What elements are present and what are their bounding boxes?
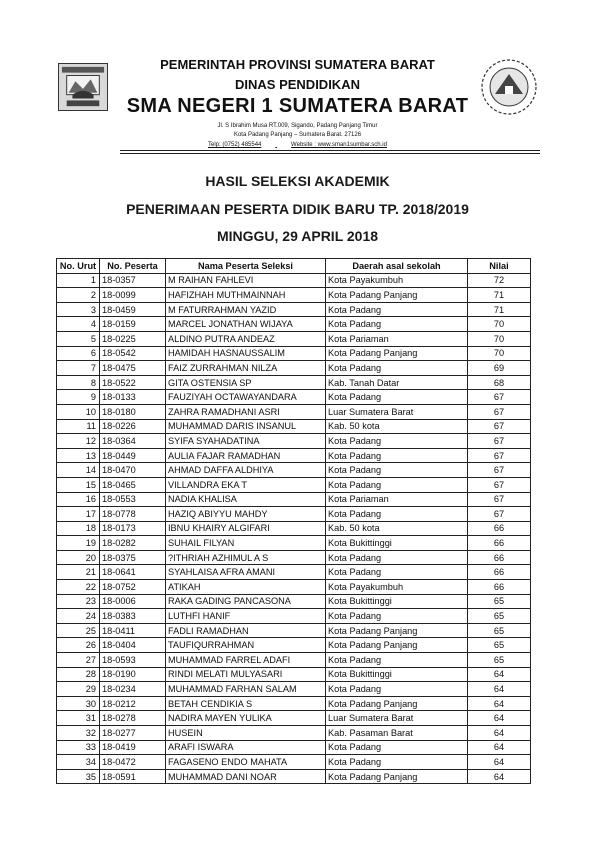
cell-participant-name: ZAHRA RAMADHANI ASRI bbox=[166, 404, 326, 419]
school-address: Jl. S Ibrahim Musa RT.009, Sigando, Padang Panjang Timur bbox=[217, 123, 378, 129]
cell-score: 66 bbox=[468, 550, 531, 565]
document-title: HASIL SELEKSI AKADEMIK bbox=[205, 173, 390, 189]
cell-participant-name: MUHAMMAD DANI NOAR bbox=[166, 769, 326, 784]
table-row bbox=[57, 769, 531, 784]
table-row bbox=[57, 331, 531, 346]
cell-participant-name: HAMIDAH HASNAUSSALIM bbox=[166, 346, 326, 361]
cell-school-region: Kota Padang Panjang bbox=[326, 346, 468, 361]
cell-score: 64 bbox=[468, 740, 531, 755]
cell-school-region: Kab. Tanah Datar bbox=[326, 375, 468, 390]
cell-participant-name: MARCEL JONATHAN WIJAYA bbox=[166, 317, 326, 332]
cell-participant-number: 18-0159 bbox=[100, 317, 166, 332]
cell-rank: 33 bbox=[57, 740, 100, 755]
cell-participant-number: 18-0553 bbox=[100, 492, 166, 507]
cell-participant-number: 18-0465 bbox=[100, 477, 166, 492]
cell-participant-number: 18-0419 bbox=[100, 740, 166, 755]
table-row bbox=[57, 419, 531, 434]
results-table bbox=[56, 258, 531, 784]
cell-score: 71 bbox=[468, 302, 531, 317]
cell-participant-number: 18-0225 bbox=[100, 331, 166, 346]
school-name: SMA NEGERI 1 SUMATERA BARAT bbox=[126, 95, 469, 117]
cell-rank: 15 bbox=[57, 477, 100, 492]
cell-rank: 26 bbox=[57, 638, 100, 653]
table-row bbox=[57, 550, 531, 565]
cell-participant-name: LUTHFI HANIF bbox=[166, 609, 326, 624]
cell-participant-number: 18-0459 bbox=[100, 302, 166, 317]
table-row bbox=[57, 361, 531, 376]
table-row bbox=[57, 755, 531, 770]
cell-participant-name: FAGASENO ENDO MAHATA bbox=[166, 755, 326, 770]
document-subtitle: PENERIMAAN PESERTA DIDIK BARU TP. 2018/2019 bbox=[126, 201, 469, 217]
cell-score: 66 bbox=[468, 521, 531, 536]
cell-participant-name: BETAH CENDIKIA S bbox=[166, 696, 326, 711]
cell-rank: 4 bbox=[57, 317, 100, 332]
table-row bbox=[57, 521, 531, 536]
cell-rank: 2 bbox=[57, 288, 100, 303]
cell-participant-number: 18-0472 bbox=[100, 755, 166, 770]
cell-school-region: Kota Pariaman bbox=[326, 331, 468, 346]
cell-school-region: Kota Padang bbox=[326, 682, 468, 697]
cell-participant-name: SYIFA SYAHADATINA bbox=[166, 434, 326, 449]
cell-rank: 24 bbox=[57, 609, 100, 624]
cell-participant-name: MUHAMMAD DARIS INSANUL bbox=[166, 419, 326, 434]
government-name: PEMERINTAH PROVINSI SUMATERA BARAT bbox=[160, 57, 435, 72]
cell-participant-number: 18-0641 bbox=[100, 565, 166, 580]
cell-participant-number: 18-0542 bbox=[100, 346, 166, 361]
cell-score: 64 bbox=[468, 726, 531, 741]
cell-school-region: Kota Padang Panjang bbox=[326, 638, 468, 653]
cell-school-region: Kota Padang bbox=[326, 317, 468, 332]
table-row bbox=[57, 273, 531, 288]
table-row bbox=[57, 667, 531, 682]
cell-participant-number: 18-0375 bbox=[100, 550, 166, 565]
cell-rank: 23 bbox=[57, 594, 100, 609]
cell-participant-number: 18-0404 bbox=[100, 638, 166, 653]
cell-score: 71 bbox=[468, 288, 531, 303]
school-website: Website : www.sman1sumbar.sch.id bbox=[291, 142, 387, 148]
table-row bbox=[57, 317, 531, 332]
cell-participant-number: 18-0099 bbox=[100, 288, 166, 303]
cell-school-region: Luar Sumatera Barat bbox=[326, 404, 468, 419]
cell-rank: 31 bbox=[57, 711, 100, 726]
cell-rank: 18 bbox=[57, 521, 100, 536]
cell-participant-number: 18-0173 bbox=[100, 521, 166, 536]
cell-score: 64 bbox=[468, 711, 531, 726]
department-name: DINAS PENDIDIKAN bbox=[235, 77, 360, 92]
cell-participant-number: 18-0234 bbox=[100, 682, 166, 697]
table-row bbox=[57, 609, 531, 624]
cell-score: 66 bbox=[468, 580, 531, 595]
cell-participant-number: 18-0364 bbox=[100, 434, 166, 449]
cell-school-region: Kab. 50 kota bbox=[326, 419, 468, 434]
document-date: MINGGU, 29 APRIL 2018 bbox=[216, 228, 379, 244]
cell-score: 72 bbox=[468, 273, 531, 288]
table-row bbox=[57, 404, 531, 419]
cell-school-region: Kab. 50 kota bbox=[326, 521, 468, 536]
table-row bbox=[57, 565, 531, 580]
table-row bbox=[57, 638, 531, 653]
cell-school-region: Kota Padang Panjang bbox=[326, 288, 468, 303]
cell-school-region: Kota Padang bbox=[326, 550, 468, 565]
cell-school-region: Kota Padang bbox=[326, 361, 468, 376]
cell-school-region: Kab. Pasaman Barat bbox=[326, 726, 468, 741]
cell-score: 67 bbox=[468, 390, 531, 405]
cell-rank: 17 bbox=[57, 507, 100, 522]
table-row bbox=[57, 507, 531, 522]
cell-school-region: Kota Padang bbox=[326, 434, 468, 449]
cell-participant-number: 18-0226 bbox=[100, 419, 166, 434]
table-row bbox=[57, 390, 531, 405]
cell-participant-name: FAIZ ZURRAHMAN NILZA bbox=[166, 361, 326, 376]
cell-rank: 21 bbox=[57, 565, 100, 580]
cell-school-region: Kota Padang Panjang bbox=[326, 623, 468, 638]
cell-participant-number: 18-0593 bbox=[100, 653, 166, 668]
cell-participant-name: ARAFI ISWARA bbox=[166, 740, 326, 755]
cell-rank: 9 bbox=[57, 390, 100, 405]
cell-participant-number: 18-0752 bbox=[100, 580, 166, 595]
cell-rank: 11 bbox=[57, 419, 100, 434]
cell-rank: 19 bbox=[57, 536, 100, 551]
cell-participant-number: 18-0449 bbox=[100, 448, 166, 463]
table-row bbox=[57, 623, 531, 638]
school-city: Kota Padang Panjang – Sumatera Barat. 27126 bbox=[233, 132, 362, 138]
cell-participant-name: ATIKAH bbox=[166, 580, 326, 595]
cell-rank: 27 bbox=[57, 653, 100, 668]
cell-participant-number: 18-0411 bbox=[100, 623, 166, 638]
cell-participant-number: 18-0180 bbox=[100, 404, 166, 419]
table-row bbox=[57, 477, 531, 492]
cell-score: 65 bbox=[468, 653, 531, 668]
cell-participant-name: RINDI MELATI MULYASARI bbox=[166, 667, 326, 682]
table-row bbox=[57, 288, 531, 303]
cell-rank: 30 bbox=[57, 696, 100, 711]
cell-participant-number: 18-0357 bbox=[100, 273, 166, 288]
cell-score: 64 bbox=[468, 769, 531, 784]
cell-rank: 12 bbox=[57, 434, 100, 449]
letterhead-divider bbox=[120, 150, 540, 151]
letterhead-divider-thin bbox=[120, 153, 540, 154]
cell-participant-number: 18-0006 bbox=[100, 594, 166, 609]
cell-score: 67 bbox=[468, 434, 531, 449]
header-school-region: Daerah asal sekolah bbox=[326, 259, 468, 274]
table-row bbox=[57, 448, 531, 463]
cell-participant-name: M RAIHAN FAHLEVI bbox=[166, 273, 326, 288]
cell-rank: 35 bbox=[57, 769, 100, 784]
cell-participant-name: IBNU KHAIRY ALGIFARI bbox=[166, 521, 326, 536]
cell-score: 68 bbox=[468, 375, 531, 390]
cell-participant-name: ?ITHRIAH AZHIMUL A S bbox=[166, 550, 326, 565]
table-row bbox=[57, 346, 531, 361]
cell-school-region: Kota Padang bbox=[326, 390, 468, 405]
cell-score: 67 bbox=[468, 419, 531, 434]
table-row bbox=[57, 580, 531, 595]
cell-participant-name: AHMAD DAFFA ALDHIYA bbox=[166, 463, 326, 478]
cell-school-region: Kota Padang bbox=[326, 565, 468, 580]
header-rank: No. Urut bbox=[57, 259, 100, 274]
table-row bbox=[57, 536, 531, 551]
cell-participant-name: FADLI RAMADHAN bbox=[166, 623, 326, 638]
cell-school-region: Kota Padang bbox=[326, 448, 468, 463]
cell-rank: 20 bbox=[57, 550, 100, 565]
cell-school-region: Kota Padang bbox=[326, 302, 468, 317]
cell-participant-name: VILLANDRA EKA T bbox=[166, 477, 326, 492]
cell-participant-number: 18-0475 bbox=[100, 361, 166, 376]
cell-rank: 1 bbox=[57, 273, 100, 288]
cell-score: 69 bbox=[468, 361, 531, 376]
cell-score: 66 bbox=[468, 565, 531, 580]
cell-participant-name: TAUFIQURRAHMAN bbox=[166, 638, 326, 653]
header-score: Nilai bbox=[468, 259, 531, 274]
cell-score: 67 bbox=[468, 477, 531, 492]
cell-participant-number: 18-0383 bbox=[100, 609, 166, 624]
cell-school-region: Kota Padang bbox=[326, 507, 468, 522]
cell-school-region: Kota Bukittinggi bbox=[326, 536, 468, 551]
cell-rank: 10 bbox=[57, 404, 100, 419]
table-row bbox=[57, 594, 531, 609]
cell-participant-name: RAKA GADING PANCASONA bbox=[166, 594, 326, 609]
cell-score: 67 bbox=[468, 492, 531, 507]
cell-participant-name: MUHAMMAD FARHAN SALAM bbox=[166, 682, 326, 697]
table-row bbox=[57, 653, 531, 668]
school-phone: Telp: (0752) 485544 bbox=[208, 142, 262, 148]
cell-rank: 22 bbox=[57, 580, 100, 595]
cell-score: 67 bbox=[468, 507, 531, 522]
cell-participant-number: 18-0190 bbox=[100, 667, 166, 682]
header-participant-number: No. Peserta bbox=[100, 259, 166, 274]
cell-rank: 8 bbox=[57, 375, 100, 390]
cell-school-region: Kota Payakumbuh bbox=[326, 273, 468, 288]
cell-score: 65 bbox=[468, 623, 531, 638]
cell-school-region: Kota Padang bbox=[326, 609, 468, 624]
school-logo-icon bbox=[478, 56, 540, 118]
header-participant-name: Nama Peserta Seleksi bbox=[166, 259, 326, 274]
cell-score: 70 bbox=[468, 346, 531, 361]
cell-rank: 32 bbox=[57, 726, 100, 741]
table-row bbox=[57, 302, 531, 317]
cell-rank: 14 bbox=[57, 463, 100, 478]
cell-score: 70 bbox=[468, 317, 531, 332]
cell-score: 66 bbox=[468, 536, 531, 551]
cell-participant-number: 18-0282 bbox=[100, 536, 166, 551]
table-row bbox=[57, 711, 531, 726]
cell-score: 67 bbox=[468, 448, 531, 463]
cell-school-region: Kota Padang bbox=[326, 653, 468, 668]
cell-school-region: Kota Padang bbox=[326, 755, 468, 770]
cell-participant-number: 18-0133 bbox=[100, 390, 166, 405]
cell-school-region: Kota Bukittinggi bbox=[326, 594, 468, 609]
table-header-row bbox=[57, 259, 531, 274]
cell-participant-name: HAZIQ ABIYYU MAHDY bbox=[166, 507, 326, 522]
cell-participant-name: FAUZIYAH OCTAWAYANDARA bbox=[166, 390, 326, 405]
cell-participant-number: 18-0778 bbox=[100, 507, 166, 522]
cell-participant-name: SYAHLAISA AFRA AMANI bbox=[166, 565, 326, 580]
cell-participant-name: HAFIZHAH MUTHMAINNAH bbox=[166, 288, 326, 303]
cell-score: 64 bbox=[468, 682, 531, 697]
cell-participant-name: MUHAMMAD FARREL ADAFI bbox=[166, 653, 326, 668]
cell-score: 70 bbox=[468, 331, 531, 346]
cell-score: 67 bbox=[468, 463, 531, 478]
cell-rank: 28 bbox=[57, 667, 100, 682]
table-row bbox=[57, 434, 531, 449]
cell-participant-name: NADIA KHALISA bbox=[166, 492, 326, 507]
table-row bbox=[57, 726, 531, 741]
cell-school-region: Kota Padang bbox=[326, 463, 468, 478]
cell-school-region: Luar Sumatera Barat bbox=[326, 711, 468, 726]
cell-school-region: Kota Padang Panjang bbox=[326, 769, 468, 784]
cell-participant-number: 18-0277 bbox=[100, 726, 166, 741]
table-row bbox=[57, 696, 531, 711]
cell-participant-name: NADIRA MAYEN YULIKA bbox=[166, 711, 326, 726]
cell-rank: 16 bbox=[57, 492, 100, 507]
cell-participant-number: 18-0278 bbox=[100, 711, 166, 726]
cell-score: 64 bbox=[468, 667, 531, 682]
cell-participant-name: ALDINO PUTRA ANDEAZ bbox=[166, 331, 326, 346]
cell-participant-number: 18-0470 bbox=[100, 463, 166, 478]
cell-school-region: Kota Payakumbuh bbox=[326, 580, 468, 595]
cell-rank: 5 bbox=[57, 331, 100, 346]
cell-score: 64 bbox=[468, 755, 531, 770]
table-row bbox=[57, 682, 531, 697]
cell-score: 65 bbox=[468, 609, 531, 624]
table-row bbox=[57, 492, 531, 507]
cell-score: 64 bbox=[468, 696, 531, 711]
table-row bbox=[57, 375, 531, 390]
cell-school-region: Kota Pariaman bbox=[326, 492, 468, 507]
cell-school-region: Kota Padang bbox=[326, 477, 468, 492]
cell-school-region: Kota Bukittinggi bbox=[326, 667, 468, 682]
cell-participant-number: 18-0591 bbox=[100, 769, 166, 784]
cell-school-region: Kota Padang bbox=[326, 740, 468, 755]
letterhead bbox=[0, 0, 595, 160]
cell-school-region: Kota Padang Panjang bbox=[326, 696, 468, 711]
provincial-emblem-icon bbox=[58, 63, 108, 111]
cell-participant-name: SUHAIL FILYAN bbox=[166, 536, 326, 551]
cell-rank: 3 bbox=[57, 302, 100, 317]
cell-rank: 13 bbox=[57, 448, 100, 463]
cell-rank: 6 bbox=[57, 346, 100, 361]
cell-participant-name: HUSEIN bbox=[166, 726, 326, 741]
cell-rank: 29 bbox=[57, 682, 100, 697]
cell-rank: 34 bbox=[57, 755, 100, 770]
table-row bbox=[57, 463, 531, 478]
cell-score: 67 bbox=[468, 404, 531, 419]
cell-participant-name: GITA OSTENSIA SP bbox=[166, 375, 326, 390]
cell-score: 65 bbox=[468, 594, 531, 609]
cell-participant-number: 18-0522 bbox=[100, 375, 166, 390]
cell-rank: 25 bbox=[57, 623, 100, 638]
contact-line bbox=[120, 142, 475, 148]
cell-participant-name: AULIA FAJAR RAMADHAN bbox=[166, 448, 326, 463]
cell-participant-number: 18-0212 bbox=[100, 696, 166, 711]
cell-score: 65 bbox=[468, 638, 531, 653]
cell-participant-name: M FATURRAHMAN YAZID bbox=[166, 302, 326, 317]
cell-rank: 7 bbox=[57, 361, 100, 376]
table-row bbox=[57, 740, 531, 755]
